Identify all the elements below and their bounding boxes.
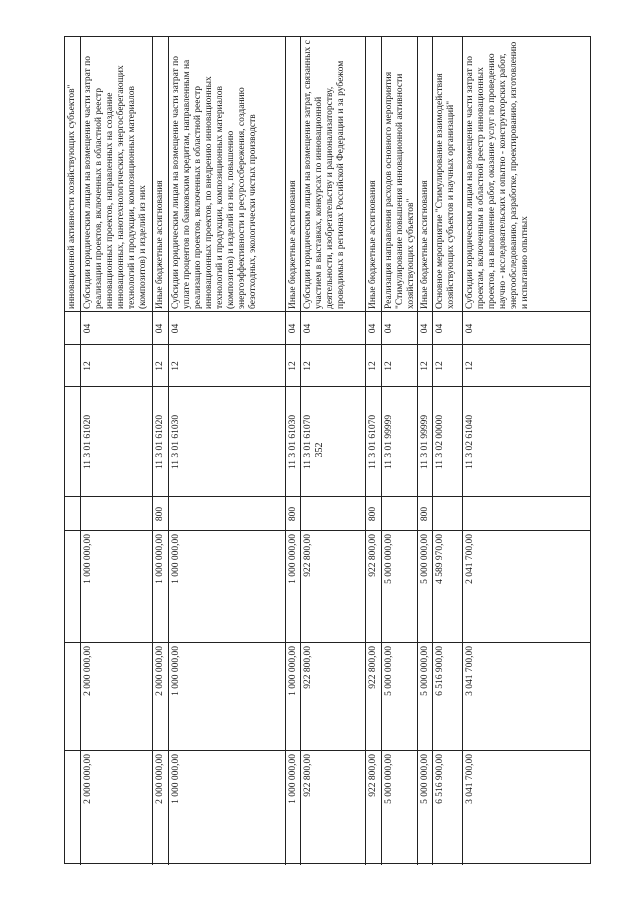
cell-text: 11 3 01 61030 [171, 414, 181, 470]
cell-text: 04 [155, 323, 165, 334]
row-other-61030-subsection [285, 345, 300, 386]
row-program-heading-amount-year2 [65, 643, 80, 750]
row-subsidy-61040-section [462, 312, 602, 344]
row-subsidy-61020-amount-year3 [80, 751, 152, 865]
row-other-61070-amount-year3 [365, 751, 381, 865]
cell-text: Реализация направления расходов основного мероприятия "Стимулирование повышения инновационной активности хозяйствующих субъектов" [384, 71, 416, 309]
cell-text: 12 [465, 361, 475, 371]
cell-text: 922 800,00 [368, 534, 378, 577]
row-subsidy-61070-target-article [300, 387, 365, 496]
column-target-article [65, 387, 590, 497]
row-subsidy-61030-subsection [168, 345, 285, 386]
cell-text: 04 [288, 323, 298, 334]
row-subsidy-61030-description [168, 37, 285, 311]
cell-text: Субсидии юридическим лицам на возмещение части затрат по проектам, включенным в областной реестр инновационных проектов, на выполнение работ, оказание услуг по проведению научно - исследовательских и опытно - конструкторских работ, энергообследованию, разработке, проектированию, изготовлению и испытанию опытных [465, 41, 530, 309]
cell-text: 800 [368, 506, 378, 522]
cell-text: инновационной активности хозяйствующих субъектов" [67, 84, 77, 309]
cell-text: 12 [368, 361, 378, 371]
row-subsidy-61020-description [80, 37, 152, 311]
cell-text: 12 [420, 361, 430, 371]
row-other-99999-amount-year3 [417, 751, 432, 865]
row-other-99999-target-article [417, 387, 432, 496]
row-other-99999-subsection [417, 345, 432, 386]
row-subsidy-61040-amount-year3 [462, 751, 602, 865]
cell-text: 800 [155, 506, 165, 522]
cell-text: 3 041 700,00 [465, 754, 475, 804]
row-subsidy-61020-section [80, 312, 152, 344]
row-other-61030-target-article [285, 387, 300, 496]
cell-text: 11 3 01 61070 [368, 414, 378, 470]
row-other-61020-description [152, 37, 168, 311]
row-subsidy-61070-section [300, 312, 365, 344]
row-subsidy-61040-subsection [462, 345, 602, 386]
row-other-61020-target-article [152, 387, 168, 496]
cell-text: 12 [171, 361, 181, 371]
row-direction-99999-amount-year3 [381, 751, 417, 865]
column-description [65, 37, 590, 312]
row-direction-99999-section [381, 312, 417, 344]
row-direction-99999-expense-type [381, 497, 417, 530]
cell-text [301, 497, 365, 530]
row-subsidy-61030-amount-year1 [168, 531, 285, 642]
cell-text: 800 [288, 506, 298, 522]
cell-text: 12 [435, 361, 445, 371]
cell-text: 11 3 01 61020 [155, 414, 165, 470]
cell-text [433, 497, 462, 530]
cell-text: 1 000 000,00 [83, 534, 93, 584]
row-subsidy-61030-section [168, 312, 285, 344]
cell-text: 11 3 01 61030 [288, 414, 298, 470]
row-main-measure-02-section [432, 312, 462, 344]
cell-text: 04 [171, 323, 181, 334]
row-subsidy-61030-expense-type [168, 497, 285, 530]
cell-text: 922 800,00 [303, 754, 313, 797]
cell-text: 04 [465, 323, 475, 334]
cell-text: 11 3 02 61040 [465, 414, 475, 470]
cell-text: 800 [420, 506, 430, 522]
cell-text: 5 000 000,00 [420, 534, 430, 584]
cell-text: 2 000 000,00 [83, 754, 93, 804]
cell-text: 12 [384, 361, 394, 371]
row-subsidy-61040-amount-year2 [462, 643, 602, 750]
cell-text: 04 [384, 323, 394, 334]
cell-text: 4 589 970,00 [435, 534, 445, 584]
cell-text: 922 800,00 [368, 646, 378, 689]
row-subsidy-61070-expense-type [300, 497, 365, 530]
row-other-61030-expense-type [285, 497, 300, 530]
column-section [65, 312, 590, 345]
row-other-99999-amount-year1 [417, 531, 432, 642]
cell-text: 6 516 900,00 [435, 646, 445, 696]
row-other-61020-amount-year3 [152, 751, 168, 865]
cell-text: 2 000 000,00 [83, 646, 93, 696]
row-other-61070-amount-year2 [365, 643, 381, 750]
row-program-heading-expense-type [65, 497, 80, 530]
row-other-61030-section [285, 312, 300, 344]
cell-text: 12 [288, 361, 298, 371]
cell-text: 1 000 000,00 [288, 754, 298, 804]
row-other-61070-amount-year1 [365, 531, 381, 642]
cell-text: 1 000 000,00 [288, 534, 298, 584]
row-other-61020-subsection [152, 345, 168, 386]
row-other-99999-amount-year2 [417, 643, 432, 750]
row-program-heading-amount-year1 [65, 531, 80, 642]
budget-table [64, 36, 591, 864]
row-subsidy-61020-amount-year1 [80, 531, 152, 642]
row-other-61020-amount-year1 [152, 531, 168, 642]
cell-text: Иные бюджетные ассигнования [155, 180, 165, 309]
cell-text: 6 516 900,00 [435, 754, 445, 804]
cell-text [382, 497, 417, 530]
row-subsidy-61070-amount-year1 [300, 531, 365, 642]
row-subsidy-61030-amount-year3 [168, 751, 285, 865]
cell-text: 11 3 01 61070 [303, 414, 313, 470]
row-subsidy-61020-subsection [80, 345, 152, 386]
cell-text: 12 [155, 361, 165, 371]
cell-text: 11 3 01 99999 [384, 414, 394, 470]
cell-text: 5 000 000,00 [384, 534, 394, 584]
cell-text [65, 497, 80, 530]
cell-text: 5 000 000,00 [384, 754, 394, 804]
cell-text: 04 [420, 323, 430, 334]
row-subsidy-61040-description [462, 37, 602, 311]
cell-text: Субсидии юридическим лицам на возмещение части затрат по реализации проектов, включенных в областной реестр инновационных проектов, направленных на создание инновационных, нанотехнологических, энергосберегающих технологий и продукции, композиционных материалов (композитов) и изделий из них [83, 55, 148, 309]
row-other-61030-amount-year2 [285, 643, 300, 750]
cell-text: Субсидии юридическим лицам на возмещение затрат, связанных с участием в выставках, конкурсах по инновационной деятельности, изобретательству и рационализаторству, проводимых в регионах Российской Федерации и за рубежом [303, 40, 346, 309]
cell-text [65, 345, 80, 386]
row-subsidy-61040-target-article [462, 387, 602, 496]
cell-text: 04 [368, 323, 378, 334]
page-number: 352 [314, 442, 325, 458]
cell-text [463, 497, 602, 530]
row-program-heading-target-article [65, 387, 80, 496]
row-other-61070-expense-type [365, 497, 381, 530]
cell-text: 922 800,00 [303, 534, 313, 577]
column-amount-year1 [65, 531, 590, 643]
row-main-measure-02-expense-type [432, 497, 462, 530]
cell-text [65, 312, 80, 344]
cell-text: 1 000 000,00 [171, 646, 181, 696]
row-subsidy-61020-target-article [80, 387, 152, 496]
cell-text [169, 497, 285, 530]
row-other-61070-description [365, 37, 381, 311]
row-other-61030-description [285, 37, 300, 311]
cell-text: 922 800,00 [368, 754, 378, 797]
row-subsidy-61070-subsection [300, 345, 365, 386]
row-subsidy-61070-amount-year2 [300, 643, 365, 750]
row-main-measure-02-amount-year1 [432, 531, 462, 642]
cell-text: 1 000 000,00 [171, 754, 181, 804]
cell-text: 922 800,00 [303, 646, 313, 689]
cell-text: 11 3 02 00000 [435, 414, 445, 470]
cell-text: 5 000 000,00 [420, 754, 430, 804]
cell-text: 12 [83, 361, 93, 371]
cell-text: 04 [303, 323, 313, 334]
cell-text: Основное мероприятие "Стимулирование взаимодействия хозяйствующих субъектов и научных организаций" [435, 73, 456, 309]
cell-text: Иные бюджетные ассигнования [420, 180, 430, 309]
cell-text: 12 [303, 361, 313, 371]
cell-text: 1 000 000,00 [288, 646, 298, 696]
row-other-61030-amount-year1 [285, 531, 300, 642]
row-main-measure-02-amount-year3 [432, 751, 462, 865]
cell-text: 1 000 000,00 [171, 534, 181, 584]
column-expense-type [65, 497, 590, 531]
row-other-99999-expense-type [417, 497, 432, 530]
row-direction-99999-description [381, 37, 417, 311]
cell-text: 2 000 000,00 [155, 754, 165, 804]
row-other-61030-amount-year3 [285, 751, 300, 865]
row-direction-99999-subsection [381, 345, 417, 386]
row-program-heading-description [65, 37, 80, 311]
row-direction-99999-amount-year1 [381, 531, 417, 642]
cell-text [65, 751, 80, 865]
row-main-measure-02-amount-year2 [432, 643, 462, 750]
row-subsidy-61020-expense-type [80, 497, 152, 530]
cell-text [65, 643, 80, 750]
cell-text: 2 000 000,00 [155, 646, 165, 696]
cell-text: Субсидии юридическим лицам на возмещение части затрат по уплате процентов по банковским кредитам, направленным на реализацию проектов, включенных в областной реестр инновационных проектов, по внедрению инновационных технологий и продукции, композиционных материалов (композитов) и изделий из них, повышению энергоэффективности и ресурсосбережения, созданию безотходных, экологически чистых производств [171, 55, 258, 309]
row-subsidy-61040-expense-type [462, 497, 602, 530]
row-other-99999-section [417, 312, 432, 344]
row-other-61020-expense-type [152, 497, 168, 530]
row-other-61070-target-article [365, 387, 381, 496]
column-subsection [65, 345, 590, 387]
row-subsidy-61070-description [300, 37, 365, 311]
cell-text: 1 000 000,00 [155, 534, 165, 584]
cell-text [65, 531, 80, 642]
row-direction-99999-target-article [381, 387, 417, 496]
row-subsidy-61030-target-article [168, 387, 285, 496]
row-subsidy-61030-amount-year2 [168, 643, 285, 750]
cell-text [81, 497, 152, 530]
cell-text [65, 387, 80, 496]
column-amount-year3 [65, 751, 590, 865]
row-subsidy-61040-amount-year1 [462, 531, 602, 642]
cell-text: 11 3 01 99999 [420, 414, 430, 470]
row-subsidy-61070-amount-year3 [300, 751, 365, 865]
row-other-61070-section [365, 312, 381, 344]
cell-text: Иные бюджетные ассигнования [288, 180, 298, 309]
row-other-61070-subsection [365, 345, 381, 386]
row-program-heading-subsection [65, 345, 80, 386]
cell-text: 04 [83, 323, 93, 334]
row-program-heading-section [65, 312, 80, 344]
row-subsidy-61020-amount-year2 [80, 643, 152, 750]
row-other-61020-section [152, 312, 168, 344]
cell-text: Иные бюджетные ассигнования [368, 180, 378, 309]
row-program-heading-amount-year3 [65, 751, 80, 865]
row-direction-99999-amount-year2 [381, 643, 417, 750]
cell-text: 5 000 000,00 [384, 646, 394, 696]
row-other-61020-amount-year2 [152, 643, 168, 750]
cell-text: 04 [435, 323, 445, 334]
row-main-measure-02-target-article [432, 387, 462, 496]
row-main-measure-02-description [432, 37, 462, 311]
cell-text: 3 041 700,00 [465, 646, 475, 696]
cell-text: 2 041 700,00 [465, 534, 475, 584]
row-main-measure-02-subsection [432, 345, 462, 386]
column-amount-year2 [65, 643, 590, 751]
cell-text: 11 3 01 61020 [83, 414, 93, 470]
row-other-99999-description [417, 37, 432, 311]
cell-text: 5 000 000,00 [420, 646, 430, 696]
